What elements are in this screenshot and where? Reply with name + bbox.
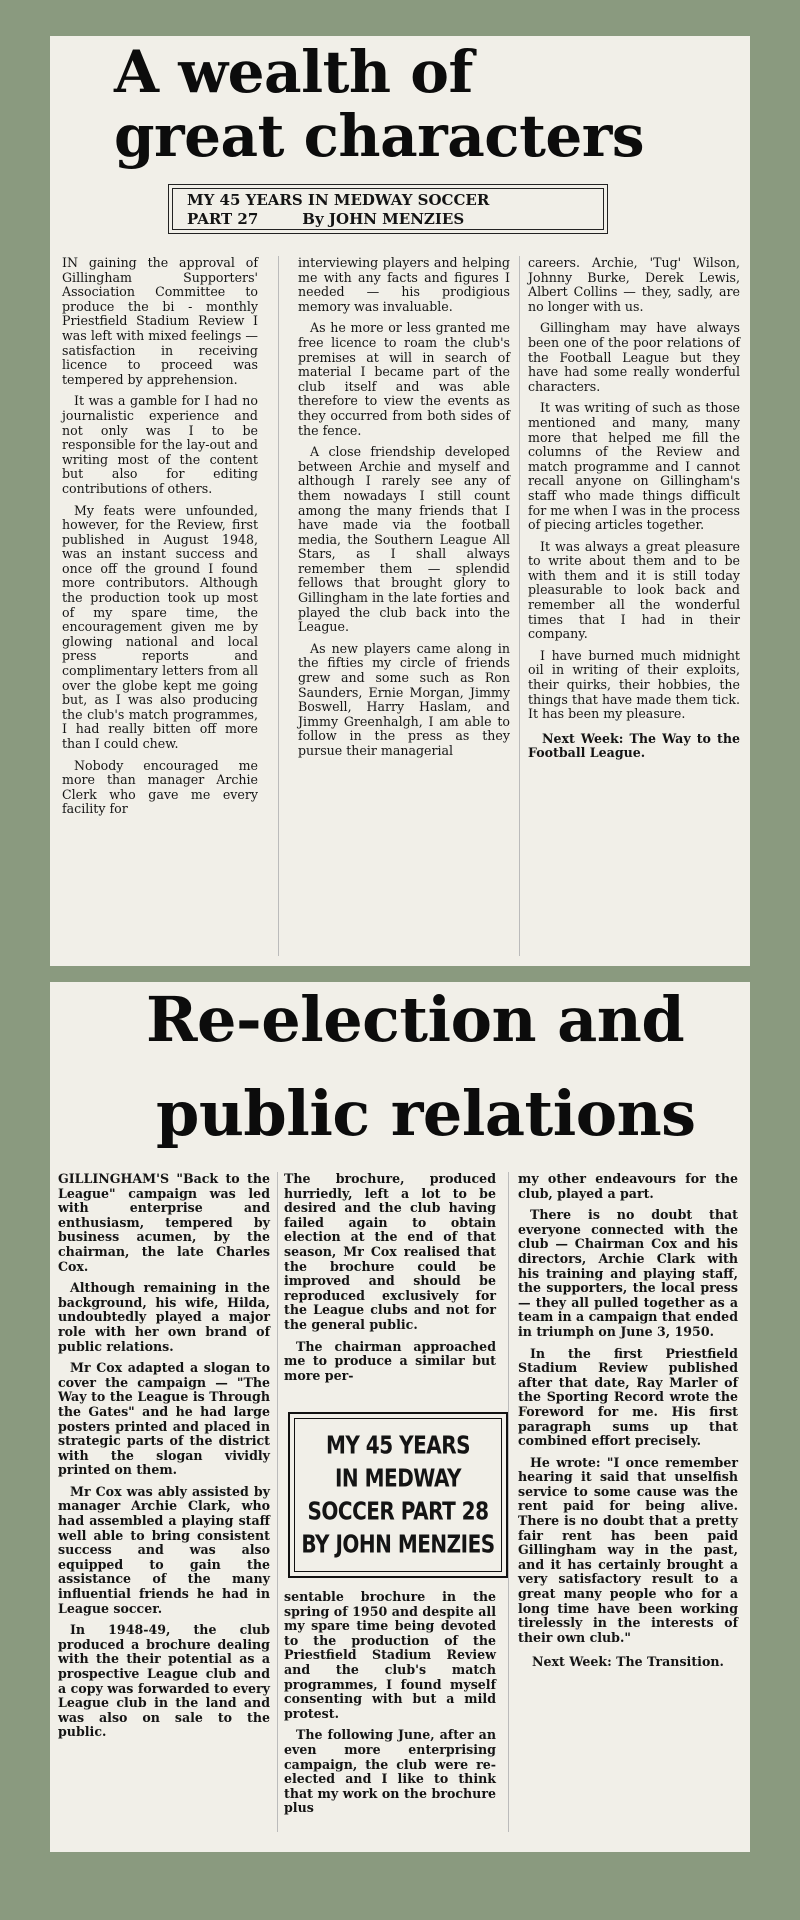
series-box [168, 184, 608, 234]
paragraph: In the first Priestfield Stadium Review published after that date, Ray Marler of the Sporting Record wrote the Foreword for me. His first paragraph sums up that combined effort precisely. [518, 1345, 738, 1449]
column-divider [508, 1172, 509, 1832]
column-divider [277, 1172, 278, 1832]
paragraph: my other endeavours for the club, played a part. [518, 1171, 738, 1201]
headline-line-1: A wealth of [114, 38, 473, 106]
paragraph: It was writing of such as those mentioned and many, many more that helped me fill the columns of the Review and match programme and I cannot recall anyone on Gillingham's staff who made things difficult for me when I was in the process of piecing articles together. [528, 400, 740, 533]
series-part: PART 27 [187, 210, 259, 228]
paragraph: Mr Cox adapted a slogan to cover the campaign — "The Way to the League is Through the Gates" and he had large posters printed and placed in strategic parts of the district with the slogan vividly printed on them. [58, 1360, 270, 1478]
paragraph: Although remaining in the background, his wife, Hilda, undoubtedly played a major role with her own brand of public relations. [58, 1280, 270, 1354]
byline: By JOHN MENZIES [302, 210, 465, 228]
column-3 [518, 1172, 738, 1677]
headline-line-2: great characters [114, 102, 645, 170]
paragraph: sentable brochure in the spring of 1950 and despite all my spare time being devoted to the production of the Priestfield Stadium Review and the club's match programmes, I found myself consenting with but a mild protest. [284, 1589, 496, 1721]
next-week-note: Next Week: The Transition. [532, 1654, 724, 1670]
headline-line-2: public relations [156, 1077, 696, 1150]
column-2 [298, 256, 510, 766]
paragraph: He wrote: "I once remember hearing it said that unselfish service to some cause was the rent paid for being alive. There is no doubt that a pretty fair rent has been paid Gillingham way in the past, and it has certainly brought a very satisfactory result to a great many people who for a long time have been working tirelessly in the interests of their own club." [518, 1454, 738, 1645]
paragraph: Nobody encouraged me more than manager Archie Clerk who gave me every facility for [62, 757, 258, 817]
column-2-continued [284, 1590, 496, 1823]
column-1 [58, 1172, 270, 1747]
column-2 [284, 1172, 496, 1390]
series-title: MY 45 YEARS IN MEDWAY SOCCER [187, 191, 490, 209]
paragraph: IN gaining the approval of Gillingham Supporters' Association Committee to produce the bi - monthly Priestfield Stadium Review I was left with mixed feelings — satisfaction in receiving licence to proceed was tempered by apprehension. [62, 255, 258, 387]
paragraph: There is no doubt that everyone connected with the club — Chairman Cox and his directors, Archie Clark with his training and playing staff, the supporters, the local press — they all pulled together as a team in a campaign that ended in triumph on June 3, 1950. [518, 1207, 738, 1339]
headline-line-1: Re-election and [146, 983, 685, 1056]
paragraph: My feats were unfounded, however, for the Review, first published in August 1948, was an instant success and once off the ground I found more contributors. Although the production took up most of my spare time, the encouragement given me by glowing national and local press reports and complimentary letters from all over the globe kept me going but, as I was also producing the club's match programmes, I had really bitten off more than I could chew. [62, 502, 258, 751]
article-clipping-part-28 [50, 982, 750, 1852]
paragraph: careers. Archie, 'Tug' Wilson, Johnny Burke, Derek Lewis, Albert Collins — they, sadly, are no longer with us. [528, 255, 740, 314]
paragraph: A close friendship developed between Archie and myself and although I rarely see any of them nowadays I still count among the many friends that I have made via the football media, the Southern League All Stars, as I shall always remember them — splendid fellows that brought glory to Gillingham in the late forties and played the club back into the League. [298, 444, 510, 635]
paragraph: GILLINGHAM'S "Back to the League" campaign was led with enterprise and enthusiasm, tempered by business acumen, by the chairman, the late Charles Cox. [58, 1171, 270, 1274]
paragraph: The chairman approached me to produce a similar but more per- [284, 1338, 496, 1383]
paragraph: It was always a great pleasure to write about them and to be with them and it is still today pleasurable to look back and remember all the wonderful times that I had in their company. [528, 538, 740, 642]
article-clipping-part-27 [50, 36, 750, 966]
series-box-line: MY 45 YEARS [325, 1429, 471, 1460]
series-box-line: BY JOHN MENZIES [301, 1528, 495, 1559]
series-box [288, 1412, 508, 1578]
column-3 [528, 256, 740, 768]
paragraph: The brochure, produced hurriedly, left a lot to be desired and the club having failed again to obtain election at the end of that season, Mr Cox realised that the brochure could be improved and should be reproduced exclusively for the League clubs and not for the general public. [284, 1171, 496, 1332]
series-box-line: IN MEDWAY [334, 1462, 462, 1493]
paragraph: I have burned much midnight oil in writing of their exploits, their quirks, their hobbies, the things that have made them tick. It has been my pleasure. [528, 647, 740, 722]
series-box-line: SOCCER PART 28 [307, 1495, 489, 1526]
paragraph: Mr Cox was ably assisted by manager Archie Clark, who had assembled a playing staff well able to bring consistent success and was also equipped to gain the assistance of the many influential friends he had in League soccer. [58, 1483, 270, 1616]
paragraph: As new players came along in the fifties my circle of friends grew and some such as Ron Saunders, Ernie Morgan, Jimmy Boswell, Harry Haslam, and Jimmy Greenhalgh, I am able to follow in the press as they pursue their managerial [298, 640, 510, 758]
paragraph: Gillingham may have always been one of the poor relations of the Football League but they have had some really wonderful characters. [528, 320, 740, 394]
paragraph: As he more or less granted me free licence to roam the club's premises at will in search of material I became part of the club itself and was able therefore to view the events as they occurred from both sides of the fence. [298, 320, 510, 438]
next-week-note: Next Week: The Way to the Football League. [528, 730, 740, 761]
paragraph: The following June, after an even more enterprising campaign, the club were re-elected and I like to think that my work on the brochure plus [284, 1727, 496, 1816]
paragraph: In 1948-49, the club produced a brochure dealing with the their potential as a prospective League club and a copy was forwarded to every League club in the land and was also on sale to the public. [58, 1622, 270, 1740]
paragraph: It was a gamble for I had no journalistic experience and not only was I to be responsible for the lay-out and writing most of the content but also for editing contributions of others. [62, 393, 258, 496]
column-1 [62, 256, 258, 824]
column-divider [278, 256, 279, 956]
column-divider [519, 256, 520, 956]
paragraph: interviewing players and helping me with any facts and figures I needed — his prodigious memory was invaluable. [298, 255, 510, 314]
